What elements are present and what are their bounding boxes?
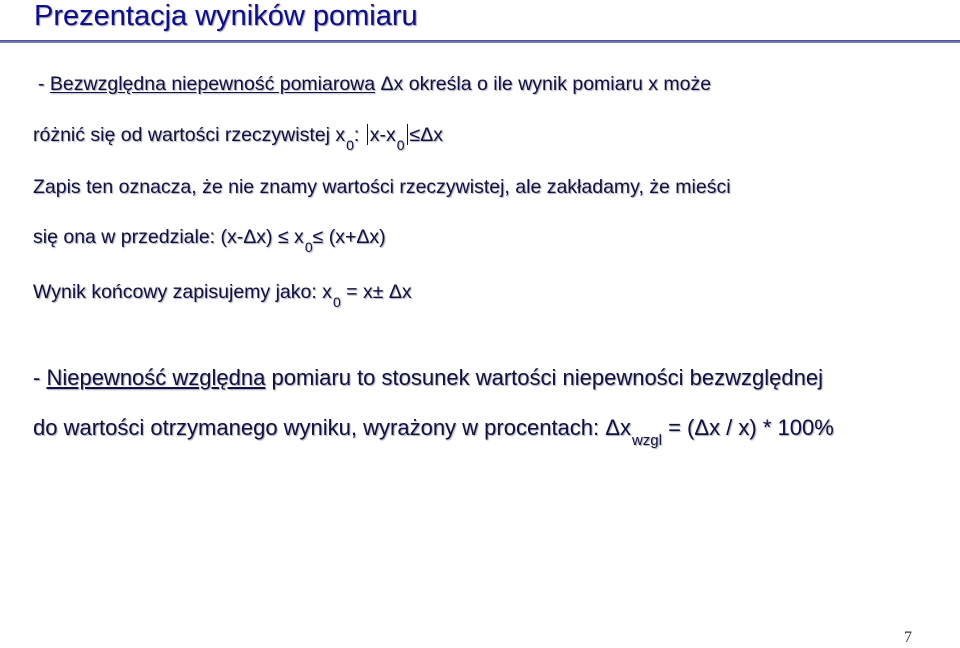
- page-title: Prezentacja wyników pomiaru: [34, 0, 418, 32]
- paragraph-notation-line1: [33, 176, 731, 199]
- abs-bar-right: [407, 124, 408, 145]
- paragraph-absolute-uncertainty-line2: [33, 124, 444, 153]
- subscript-zero: 0: [304, 239, 313, 255]
- line4-rest: ≤ (x+Δx): [312, 226, 386, 248]
- term-absolute-uncertainty: Bezwzględna niepewność pomiarowa: [49, 73, 376, 95]
- paragraph-absolute-uncertainty-line1: [38, 73, 711, 96]
- line7-text: do wartości otrzymanego wyniku, wyrażony w procentach: Δx: [33, 415, 631, 440]
- line5-rest: = x± Δx: [340, 281, 412, 303]
- subscript-zero: 0: [396, 137, 405, 153]
- line5-text: Wynik końcowy zapisujemy jako: x: [33, 281, 332, 303]
- line7-rest: = (Δx / x) * 100%: [661, 415, 834, 440]
- line6-rest: pomiaru to stosunek wartości niepewności bezwzględnej: [265, 365, 823, 390]
- page-number: 7: [904, 629, 912, 646]
- line4-text: się ona w przedziale: (x-Δx) ≤ x: [33, 226, 304, 248]
- subscript-zero: 0: [346, 137, 354, 153]
- term-relative-uncertainty: Niepewność względna: [46, 365, 266, 390]
- dash: -: [33, 365, 47, 390]
- subscript-zero: 0: [332, 294, 341, 310]
- abs-bar-left: [367, 124, 368, 145]
- paragraph-relative-uncertainty-line1: [33, 365, 823, 391]
- subscript-wzgl: wzgl: [631, 432, 662, 449]
- paragraph-relative-uncertainty-line2: [33, 415, 834, 449]
- line1-rest: Δx określa o ile wynik pomiaru x może: [375, 73, 712, 95]
- line2-text: różnić się od wartości rzeczywistej x: [33, 124, 346, 146]
- paragraph-notation-line2: [33, 226, 386, 255]
- expr-b: ≤Δx: [409, 124, 444, 146]
- title-divider: [0, 40, 960, 43]
- colon: :: [353, 124, 365, 146]
- paragraph-final-result: [33, 281, 412, 310]
- expr-a: x-x: [369, 124, 396, 146]
- dash: -: [38, 73, 50, 95]
- line3-text: Zapis ten oznacza, że nie znamy wartości rzeczywistej, ale zakładamy, że mieści: [33, 176, 731, 198]
